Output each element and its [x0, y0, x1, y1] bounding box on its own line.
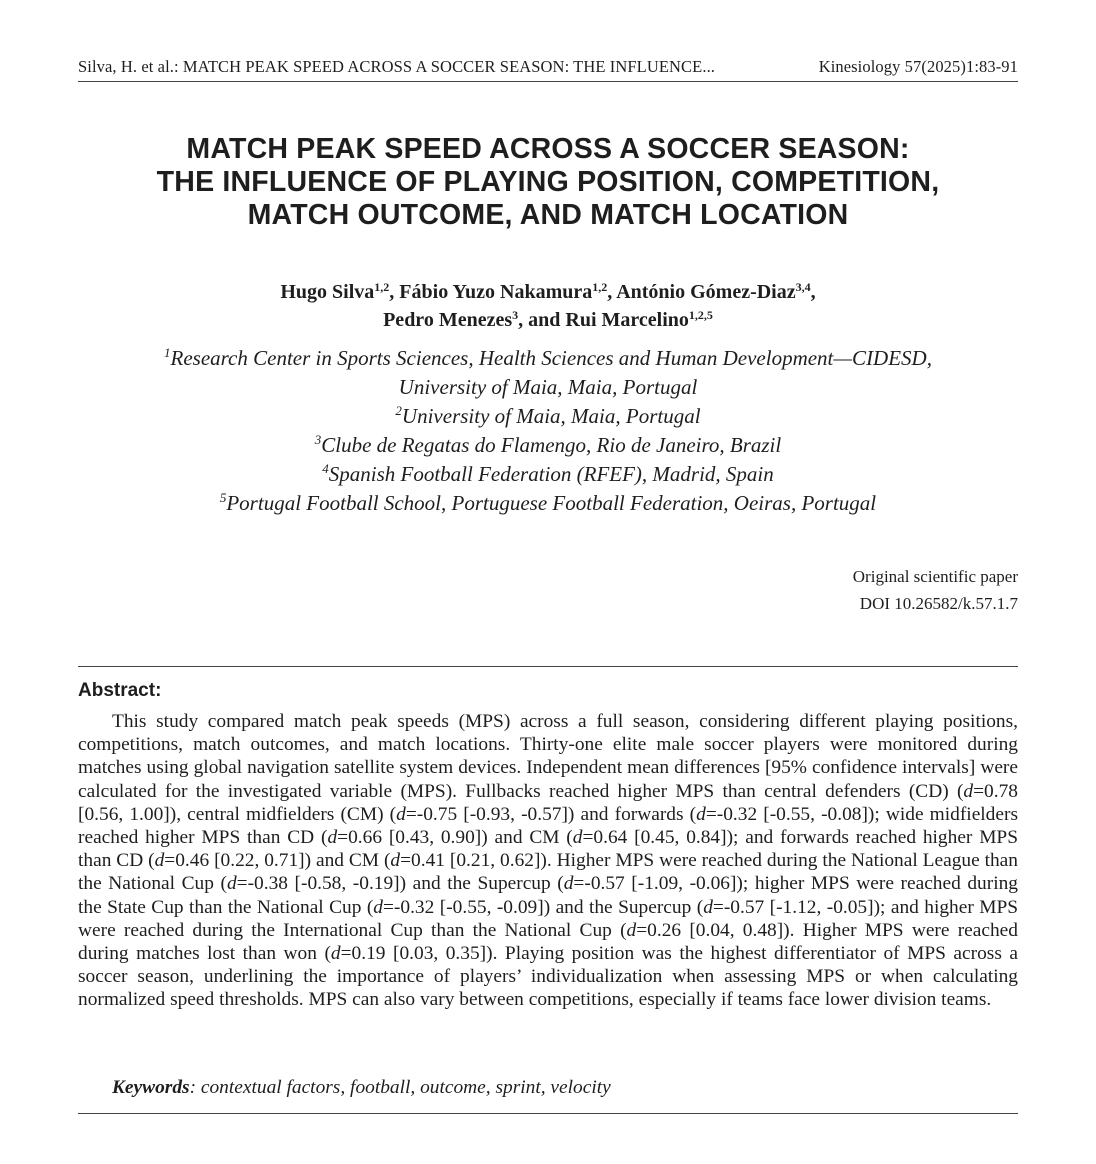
effect-size-symbol: d: [396, 803, 406, 825]
affiliation-list: [78, 344, 1018, 518]
running-header: [78, 57, 1018, 77]
abstract-body: [78, 710, 1018, 1012]
abstract-text-segment: =0.41 [0.21, 0.62]). Higher MPS were reached during the National League than the National Cup (: [78, 850, 1018, 895]
abstract-text-segment: =-0.38 [-0.58, -0.19]) and the Supercup (: [236, 873, 564, 895]
author-affiliation-sup: 3,4: [795, 280, 811, 294]
keywords: [112, 1077, 1012, 1099]
author-name: Hugo Silva: [280, 281, 375, 303]
author-line-1: Hugo Silva$^{1,2}$, Fábio Yuzo Nakamura$^{1,2}$, António Gómez-Diaz$^{3,4}$,: [280, 280, 816, 303]
paper-title: [78, 133, 1018, 232]
abstract-top-rule: [78, 666, 1018, 667]
author-list: [78, 278, 1018, 334]
author-name: Pedro Menezes: [383, 309, 513, 331]
abstract-text-segment: =-0.32 [-0.55, -0.09]) and the Supercup (: [383, 896, 704, 918]
journal-citation: Kinesiology 57(2025)1:83-91: [818, 57, 1018, 76]
author-affiliation-sup: 1,2: [592, 280, 608, 294]
abstract-text-segment: This study compared match peak speeds (MPS) across a full season, considering different playing positions, competitions, match outcomes, and match locations. Thirty-one elite male soccer players were monitored during matches using global navigation satellite system devices. Independent mean differences [95% confidence intervals] were calculated for the investigated variable (MPS). Fullbacks reached higher MPS than central defenders (CD) (: [78, 711, 1018, 802]
author-name: Fábio Yuzo Nakamura: [399, 281, 593, 303]
paper-type: Original scientific paper: [852, 567, 1018, 586]
abstract-text-segment: =-0.75 [-0.93, -0.57]) and forwards (: [405, 803, 697, 825]
keywords-text: : contextual factors, football, outcome, sprint, velocity: [189, 1077, 611, 1098]
author-line-2: Pedro Menezes$^3$, and Rui Marcelino$^{1,2,5}$: [383, 308, 713, 331]
abstract-heading: Abstract:: [78, 680, 162, 701]
paper-meta: [78, 563, 1018, 617]
affiliation-1-continued: University of Maia, Maia, Portugal: [398, 375, 698, 399]
title-line-1: MATCH PEAK SPEED ACROSS A SOCCER SEASON:: [186, 133, 910, 165]
doi-link[interactable]: DOI 10.26582/k.57.1.7: [859, 594, 1018, 613]
abstract-text-segment: =0.64 [0.45, 0.84]); and forwards reached higher MPS than CD (: [78, 827, 1018, 872]
affiliation-3: $^3$Clube de Regatas do Flamengo, Rio de Janeiro, Brazil: [314, 432, 782, 457]
author-name: Rui Marcelino: [565, 309, 689, 331]
effect-size-symbol: d: [373, 896, 383, 918]
affiliation-1: $^1$Research Center in Sports Sciences, Health Sciences and Human Development—CIDESD,: [164, 345, 932, 370]
effect-size-symbol: d: [330, 943, 341, 965]
abstract-bottom-rule: [78, 1113, 1018, 1114]
effect-size-symbol: d: [703, 896, 713, 918]
abstract-text-segment: =0.19 [0.03, 0.35]). Playing position was the highest differentiator of MPS across a soccer season, underlining the importance of players’ individualization when assessing MPS or when calculating normalized speed thresholds. MPS can also vary between competitions, especially if teams face lower division teams.: [78, 943, 1018, 1011]
abstract-text-segment: =0.66 [0.43, 0.90]) and CM (: [337, 827, 573, 849]
header-rule: [78, 81, 1018, 82]
abstract-text-segment: =0.26 [0.04, 0.48]). Higher MPS were reached during matches lost than won (: [78, 919, 1018, 965]
abstract-text-segment: =-0.57 [-1.09, -0.06]); higher MPS were reached during the State Cup than the National Cup (: [78, 873, 1018, 918]
keywords-label: Keywords: [112, 1077, 190, 1098]
effect-size-symbol: d: [963, 780, 974, 802]
running-header-title: Silva, H. et al.: MATCH PEAK SPEED ACROSS A SOCCER SEASON: THE INFLUENCE...: [78, 57, 716, 76]
author-name: António Gómez-Diaz: [616, 281, 796, 303]
abstract-text-segment: =-0.57 [-1.12, -0.05]); and higher MPS were reached during the International Cup than the National Cup (: [78, 896, 1019, 941]
title-line-2: THE INFLUENCE OF PLAYING POSITION, COMPETITION,: [156, 166, 940, 198]
abstract-text-segment: =-0.32 [-0.55, -0.08]); wide midfielders reached higher MPS than CD (: [78, 803, 1018, 849]
affiliation-2: $^2$University of Maia, Maia, Portugal: [395, 403, 701, 428]
effect-size-symbol: d: [563, 873, 574, 895]
title-line-3: MATCH OUTCOME, AND MATCH LOCATION: [247, 199, 849, 231]
effect-size-symbol: d: [226, 873, 237, 895]
affiliation-4: $^4$Spanish Football Federation (RFEF), Madrid, Spain: [322, 461, 774, 486]
effect-size-symbol: d: [154, 850, 165, 872]
author-affiliation-sup: 1,2: [374, 280, 390, 294]
affiliation-5: $^5$Portugal Football School, Portuguese Football Federation, Oeiras, Portugal: [219, 490, 877, 515]
abstract-text-segment: =0.46 [0.22, 0.71]) and CM (: [164, 850, 391, 872]
effect-size-symbol: d: [327, 827, 338, 849]
effect-size-symbol: d: [626, 919, 637, 941]
author-affiliation-sup: 3: [512, 308, 519, 322]
author-affiliation-sup: 1,2,5: [688, 308, 713, 322]
effect-size-symbol: d: [390, 850, 401, 872]
abstract-text-segment: =0.78 [0.56, 1.00]), central midfielders (CM) (: [78, 780, 1018, 825]
effect-size-symbol: d: [696, 803, 706, 825]
effect-size-symbol: d: [572, 827, 583, 849]
